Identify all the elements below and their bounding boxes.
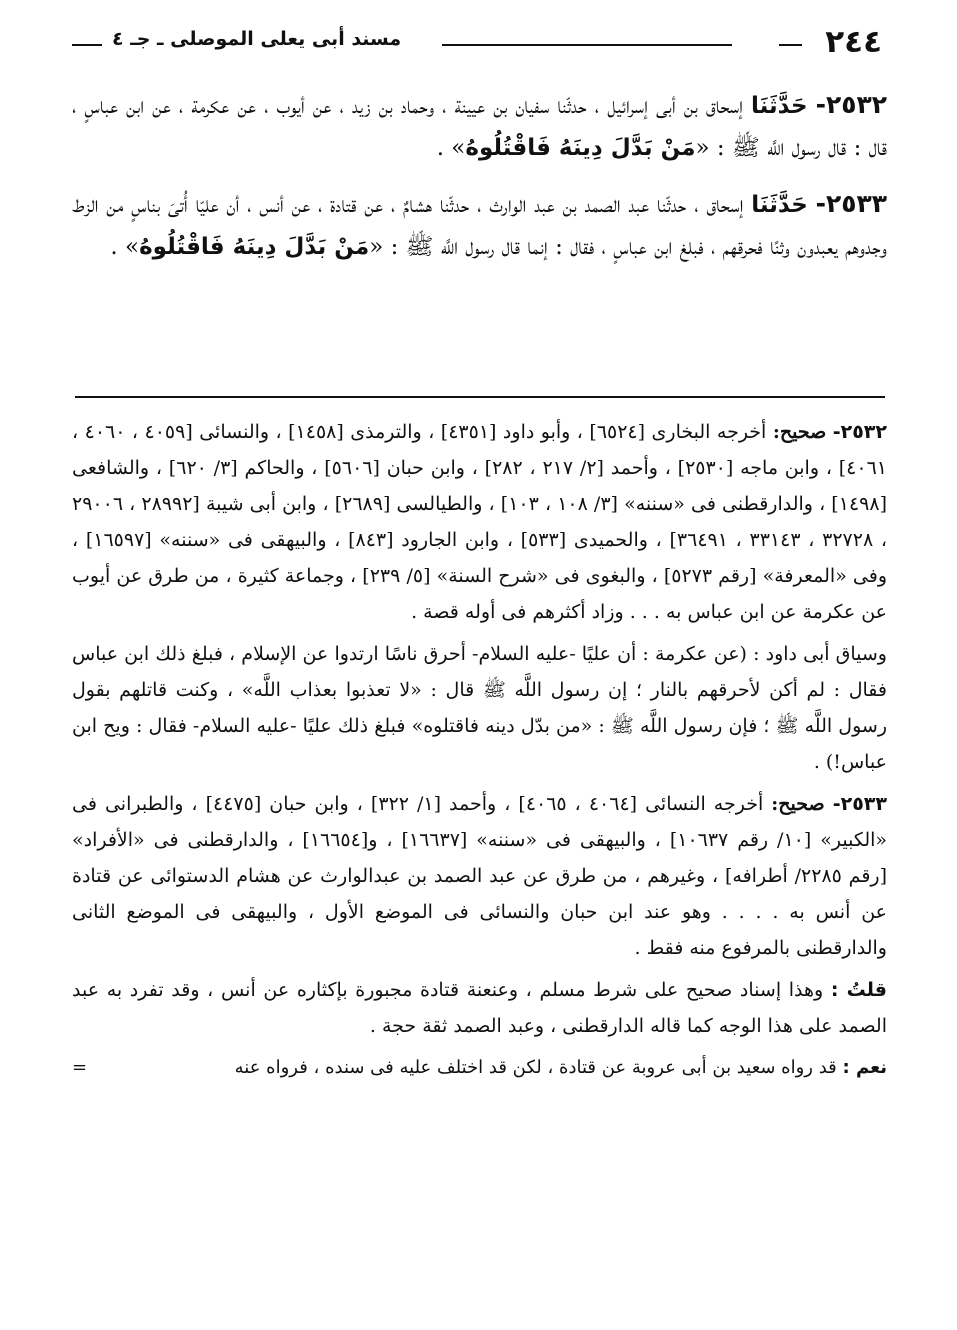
footnote-keyword: نعم : [842, 1057, 887, 1078]
hadith-2532 [72, 84, 887, 169]
header-rule [442, 44, 732, 46]
page-number: ٢٤٤ [825, 24, 882, 60]
footnote-qultu [72, 972, 887, 1044]
header-rule [72, 44, 102, 46]
running-title: مسند أبى يعلى الموصلى ـ جـ ٤ [112, 28, 402, 50]
footnote-divider [75, 396, 885, 398]
footnote-text: وهذا إسناد صحيح على شرط مسلم ، وعنعنة قتادة مجبورة بإكثاره عن أنس ، وقد تفرد به عبد الصمد على هذا الوجه كما قاله الدارقطنى ، وعبد الصمد ثقة حجة . [72, 979, 887, 1037]
footnote-grade: صحيح: [772, 421, 827, 443]
footnote-text: أخرجه النسائى [٤٠٦٤ ، ٤٠٦٥] ، وأحمد [١/ ٣٢٢] ، وابن حبان [٤٤٧٥] ، والطبرانى فى «الكبير» [١٠/ رقم ١٠٦٣٧] ، والبيهقى فى «سننه» [١٦٦٣٧] ، و[١٦٦٥٤] ، والدارقطنى فى «الأفراد» [رقم ٢٢٨٥/ أطرافه] ، وغيرهم ، من طرق عن عبد الصمد بن عبدالوارث عن هشام الدستوائى عن قتادة عن أنس به . . . . وهو عند ابن حبان والنسائى فى الموضع الأول ، والبيهقى فى الموضع الثانى والدارقطنى بالمرفوع منه فقط . [72, 793, 888, 959]
hadith-number: ٢٥٣٣- [815, 189, 888, 218]
continuation-mark: = [72, 1057, 88, 1078]
hadith-quote: مَنْ بَدَّلَ دِينَهُ فَاقْتُلُوهُ [465, 135, 696, 161]
footnote-ref: ٢٥٣٣- [832, 793, 887, 815]
footnote-text: قد رواه سعيد بن أبى عروبة عن قتادة ، لكن قد اختلف عليه فى سنده ، فرواه عنه [234, 1057, 837, 1078]
hadith-body: إسحاق ، حدثّنا عبد الصمد بن عبد الوارث ، حدثّنا هشامٌ ، عن قتادة ، عن أنس ، أن عليّا أُتىَ بناسٍ من الزط وجدوهم يعبدون وثنًا فحرقهم ، فبلغ ابن عباسٍ ، فقال : إنما قال رسول اللَّه ﷺ : « [72, 192, 887, 260]
footnote-2532 [72, 414, 887, 630]
footnotes-block [72, 414, 887, 1092]
hadith-end: » . [110, 234, 140, 260]
hadith-lead: حَدَّثَنَا [751, 93, 808, 119]
footnote-abu-dawud-context [72, 636, 887, 780]
hadith-text-block [72, 84, 887, 282]
running-header [72, 22, 882, 62]
hadith-number: ٢٥٣٢- [815, 90, 887, 119]
footnote-text: وسياق أبى داود : (عن عكرمة : أن عليًا -عليه السلام- أحرق ناسًا ارتدوا عن الإسلام ، فبلغ ذلك ابن عباس فقال : لم أكن لأحرقهم بالنار ؛ إن رسول اللَّه ﷺ قال : «لا تعذبوا بعذاب اللَّه» ، وكنت قاتلهم بقول رسول اللَّه ﷺ ؛ فإن رسول اللَّه ﷺ : «من بدّل دينه فاقتلوه» فبلغ ذلك عليًا -عليه السلام- فقال : ويح ابن عباس!) . [72, 643, 887, 773]
hadith-lead: حَدَّثَنَا [751, 192, 808, 218]
footnote-2533 [72, 786, 887, 966]
footnote-text: أخرجه البخارى [٦٥٢٤] ، وأبو داود [٤٣٥١] ، والترمذى [١٤٥٨] ، والنسائى [٤٠٥٩ ، ٤٠٦٠ ، ٤٠٦١] ، وابن ماجه [٢٥٣٠] ، وأحمد [٢/ ٢١٧ ، ٢٨٢] ، وابن حبان [٥٦٠٦] ، والحاكم [٣/ ٦٢٠] ، والشافعى [١٤٩٨] ، والدارقطنى فى «سننه» [٣/ ١٠٨ ، ١٠٣] ، والطيالسى [٢٦٨٩] ، وابن أبى شيبة [٢٨٩٩٢ ، ٢٩٠٠٦ ، ٣٢٧٢٨ ، ٣٣١٤٣ ، ٣٦٤٩١] ، والحميدى [٥٣٣] ، وابن الجارود [٨٤٣] ، والبيهقى فى «سننه» [١٦٥٩٧] ، وفى «المعرفة» [رقم ٥٢٧٣] ، والبغوى فى «شرح السنة» [٥/ ٢٣٩] ، وجماعة كثيرة ، من طرق عن أيوب عن عكرمة عن ابن عباس به . . . وزاد أكثرهم فى أوله قصة . [72, 421, 888, 623]
hadith-2533 [72, 183, 887, 268]
footnote-naam [72, 1050, 887, 1086]
footnote-grade: صحيح: [771, 793, 825, 815]
footnote-keyword: قلتُ : [830, 979, 887, 1001]
hadith-body: إسحاق بن أبى إسرائيل ، حدثّنا سفيان بن عيينة ، وحماد بن زيد ، عن أيوب ، عن عكرمة ، عن ابن عباسٍ ، قال : قال رسول اللَّه ﷺ : « [72, 93, 887, 161]
hadith-end: » . [436, 135, 466, 161]
header-rule [779, 44, 802, 46]
footnote-ref: ٢٥٣٢- [832, 421, 887, 443]
hadith-quote: مَنْ بَدَّلَ دِينَهُ فَاقْتُلُوهُ [139, 234, 370, 260]
